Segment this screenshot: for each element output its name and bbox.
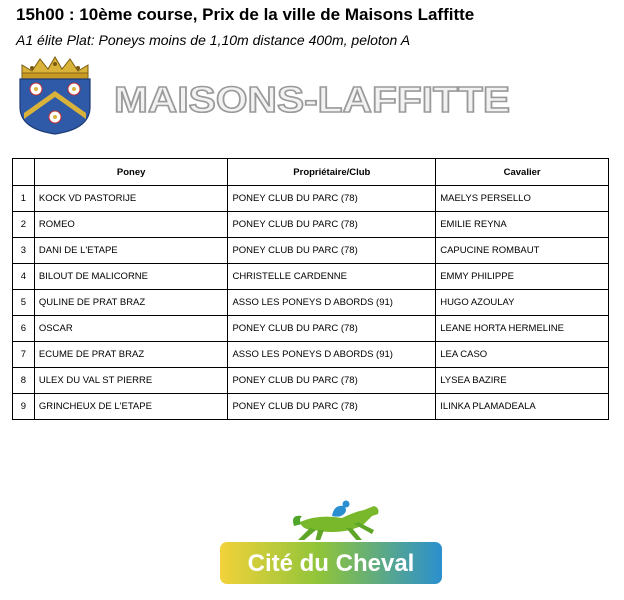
maisons-laffitte-wordmark <box>112 72 512 122</box>
rider-name: ILINKA PLAMADEALA <box>436 394 609 420</box>
poney-name: DANI DE L'ETAPE <box>34 238 228 264</box>
cite-du-cheval-logo <box>218 540 444 586</box>
poney-name: BILOUT DE MALICORNE <box>34 264 228 290</box>
owner-club: ASSO LES PONEYS D ABORDS (91) <box>228 290 436 316</box>
coat-of-arms-icon <box>14 55 96 135</box>
row-number: 5 <box>13 290 35 316</box>
race-title: 15h00 : 10ème course, Prix de la ville de Maisons Laffitte <box>16 5 475 24</box>
row-number: 6 <box>13 316 35 342</box>
owner-club: PONEY CLUB DU PARC (78) <box>228 394 436 420</box>
row-number: 9 <box>13 394 35 420</box>
brand-text: MAISONS-LAFFITTE <box>114 79 510 120</box>
poney-name: GRINCHEUX DE L'ETAPE <box>34 394 228 420</box>
rider-name: LYSEA BAZIRE <box>436 368 609 394</box>
poney-name: OSCAR <box>34 316 228 342</box>
owner-club: PONEY CLUB DU PARC (78) <box>228 186 436 212</box>
table-header-row <box>13 159 609 186</box>
row-number: 8 <box>13 368 35 394</box>
row-number: 3 <box>13 238 35 264</box>
table-row <box>13 342 609 368</box>
owner-club: PONEY CLUB DU PARC (78) <box>228 368 436 394</box>
table-row <box>13 368 609 394</box>
owner-club: ASSO LES PONEYS D ABORDS (91) <box>228 342 436 368</box>
owner-club: PONEY CLUB DU PARC (78) <box>228 238 436 264</box>
table-row <box>13 212 609 238</box>
poney-name: KOCK VD PASTORIJE <box>34 186 228 212</box>
table-row <box>13 316 609 342</box>
rider-name: LEANE HORTA HERMELINE <box>436 316 609 342</box>
rider-name: EMILIE REYNA <box>436 212 609 238</box>
row-number: 1 <box>13 186 35 212</box>
header-club: Propriétaire/Club <box>228 159 436 186</box>
table-row <box>13 290 609 316</box>
race-subtitle: A1 élite Plat: Poneys moins de 1,10m distance 400m, peloton A <box>16 32 411 48</box>
results-table <box>12 158 609 420</box>
header-poney: Poney <box>34 159 228 186</box>
row-number: 7 <box>13 342 35 368</box>
rider-name: CAPUCINE ROMBAUT <box>436 238 609 264</box>
poney-name: ECUME DE PRAT BRAZ <box>34 342 228 368</box>
table-row <box>13 186 609 212</box>
poney-name: ROMEO <box>34 212 228 238</box>
poney-name: ULEX DU VAL ST PIERRE <box>34 368 228 394</box>
rider-name: HUGO AZOULAY <box>436 290 609 316</box>
table-row <box>13 264 609 290</box>
rider-name: MAELYS PERSELLO <box>436 186 609 212</box>
owner-club: PONEY CLUB DU PARC (78) <box>228 212 436 238</box>
table-row <box>13 394 609 420</box>
rider-name: EMMY PHILIPPE <box>436 264 609 290</box>
header-cavalier: Cavalier <box>436 159 609 186</box>
row-number: 4 <box>13 264 35 290</box>
owner-club: CHRISTELLE CARDENNE <box>228 264 436 290</box>
owner-club: PONEY CLUB DU PARC (78) <box>228 316 436 342</box>
rider-name: LEA CASO <box>436 342 609 368</box>
poney-name: QULINE DE PRAT BRAZ <box>34 290 228 316</box>
table-row <box>13 238 609 264</box>
header-num <box>13 159 35 186</box>
row-number: 2 <box>13 212 35 238</box>
logo-text: Cité du Cheval <box>247 550 415 577</box>
